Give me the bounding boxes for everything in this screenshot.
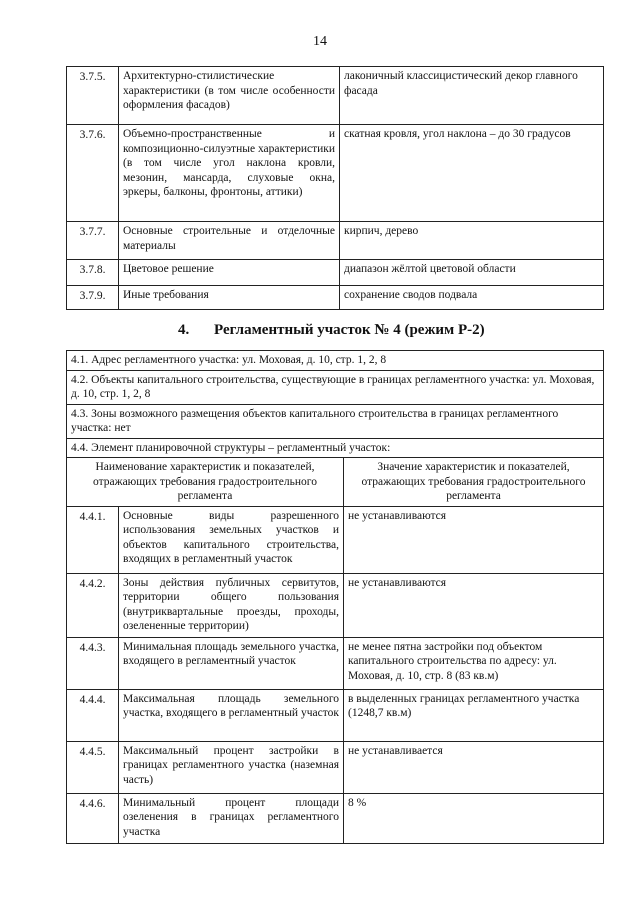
regulation-table bbox=[66, 350, 604, 844]
objects-row: 4.2. Объекты капитального строительства, существующие в границах регламентного участка: ул. Моховая, д. 10, стр. 1, 2, 8 bbox=[67, 370, 604, 404]
row-value: диапазон жёлтой цветовой области bbox=[340, 260, 604, 286]
table-row bbox=[67, 637, 604, 689]
row-name: Основные виды разрешенного использования земельных участков и объектов капитального строительства, входящих в регламентный участок bbox=[119, 506, 344, 573]
info-row bbox=[67, 351, 604, 371]
table-row bbox=[67, 689, 604, 741]
row-code: 4.4.2. bbox=[67, 573, 119, 637]
row-code: 4.4.6. bbox=[67, 793, 119, 843]
section-title: Регламентный участок № 4 (режим Р-2) bbox=[214, 322, 485, 338]
row-name: Архитектурно-стилистические характеристики (в том числе особенности оформления фасадов) bbox=[119, 67, 340, 125]
row-name: Максимальный процент застройки в границах регламентного участка (наземная часть) bbox=[119, 741, 344, 793]
row-value: скатная кровля, угол наклона – до 30 градусов bbox=[340, 125, 604, 222]
row-name: Максимальная площадь земельного участка, входящего в регламентный участок bbox=[119, 689, 344, 741]
row-value: в выделенных границах регламентного участка (1248,7 кв.м) bbox=[344, 689, 604, 741]
row-value: не менее пятна застройки под объектом капитального строительства по адресу: ул. Моховая, д. 10, стр. 8 (83 кв.м) bbox=[344, 637, 604, 689]
page-number: 14 bbox=[313, 34, 327, 49]
row-code: 4.4.4. bbox=[67, 689, 119, 741]
table-row bbox=[67, 573, 604, 637]
row-code: 4.4.3. bbox=[67, 637, 119, 689]
row-code: 3.7.6. bbox=[67, 125, 119, 222]
row-code: 3.7.8. bbox=[67, 260, 119, 286]
row-name: Минимальная площадь земельного участка, входящего в регламентный участок bbox=[119, 637, 344, 689]
table-row bbox=[67, 286, 604, 310]
row-code: 4.4.5. bbox=[67, 741, 119, 793]
info-row bbox=[67, 438, 604, 458]
row-code: 4.4.1. bbox=[67, 506, 119, 573]
row-name: Минимальный процент площади озеленения в границах регламентного участка bbox=[119, 793, 344, 843]
row-value: не устанавливаются bbox=[344, 506, 604, 573]
address-row: 4.1. Адрес регламентного участка: ул. Моховая, д. 10, стр. 1, 2, 8 bbox=[67, 351, 604, 371]
row-name: Иные требования bbox=[119, 286, 340, 310]
row-value: не устанавливается bbox=[344, 741, 604, 793]
table-row bbox=[67, 260, 604, 286]
section-heading bbox=[178, 322, 485, 339]
table-header bbox=[67, 458, 604, 507]
table-row bbox=[67, 741, 604, 793]
row-name: Основные строительные и отделочные материалы bbox=[119, 222, 340, 260]
header-left: Наименование характеристик и показателей, отражающих требования градостроительного регламента bbox=[67, 458, 344, 507]
row-code: 3.7.7. bbox=[67, 222, 119, 260]
table-row bbox=[67, 793, 604, 843]
header-right: Значение характеристик и показателей, отражающих требования градостроительного регламента bbox=[344, 458, 604, 507]
info-row bbox=[67, 370, 604, 404]
table-row bbox=[67, 506, 604, 573]
row-value: сохранение сводов подвала bbox=[340, 286, 604, 310]
table-row bbox=[67, 67, 604, 125]
row-value: лаконичный классицистический декор главного фасада bbox=[340, 67, 604, 125]
row-name: Зоны действия публичных сервитутов, территории общего пользования (внутриквартальные проезды, проходы, озелененные территории) bbox=[119, 573, 344, 637]
upper-requirements-table bbox=[66, 66, 604, 310]
section-number: 4. bbox=[178, 322, 190, 338]
row-value: 8 % bbox=[344, 793, 604, 843]
info-row bbox=[67, 404, 604, 438]
table-row bbox=[67, 222, 604, 260]
row-name: Объемно-пространственные и композиционно-силуэтные характеристики (в том числе угол наклона кровли, мезонин, мансарда, слуховые окна, эркеры, балконы, фронтоны, аттики) bbox=[119, 125, 340, 222]
zones-row: 4.3. Зоны возможного размещения объектов капитального строительства в границах регламентного участка: нет bbox=[67, 404, 604, 438]
row-value: не устанавливаются bbox=[344, 573, 604, 637]
element-row: 4.4. Элемент планировочной структуры – регламентный участок: bbox=[67, 438, 604, 458]
row-value: кирпич, дерево bbox=[340, 222, 604, 260]
row-name: Цветовое решение bbox=[119, 260, 340, 286]
table-row bbox=[67, 125, 604, 222]
row-code: 3.7.5. bbox=[67, 67, 119, 125]
row-code: 3.7.9. bbox=[67, 286, 119, 310]
